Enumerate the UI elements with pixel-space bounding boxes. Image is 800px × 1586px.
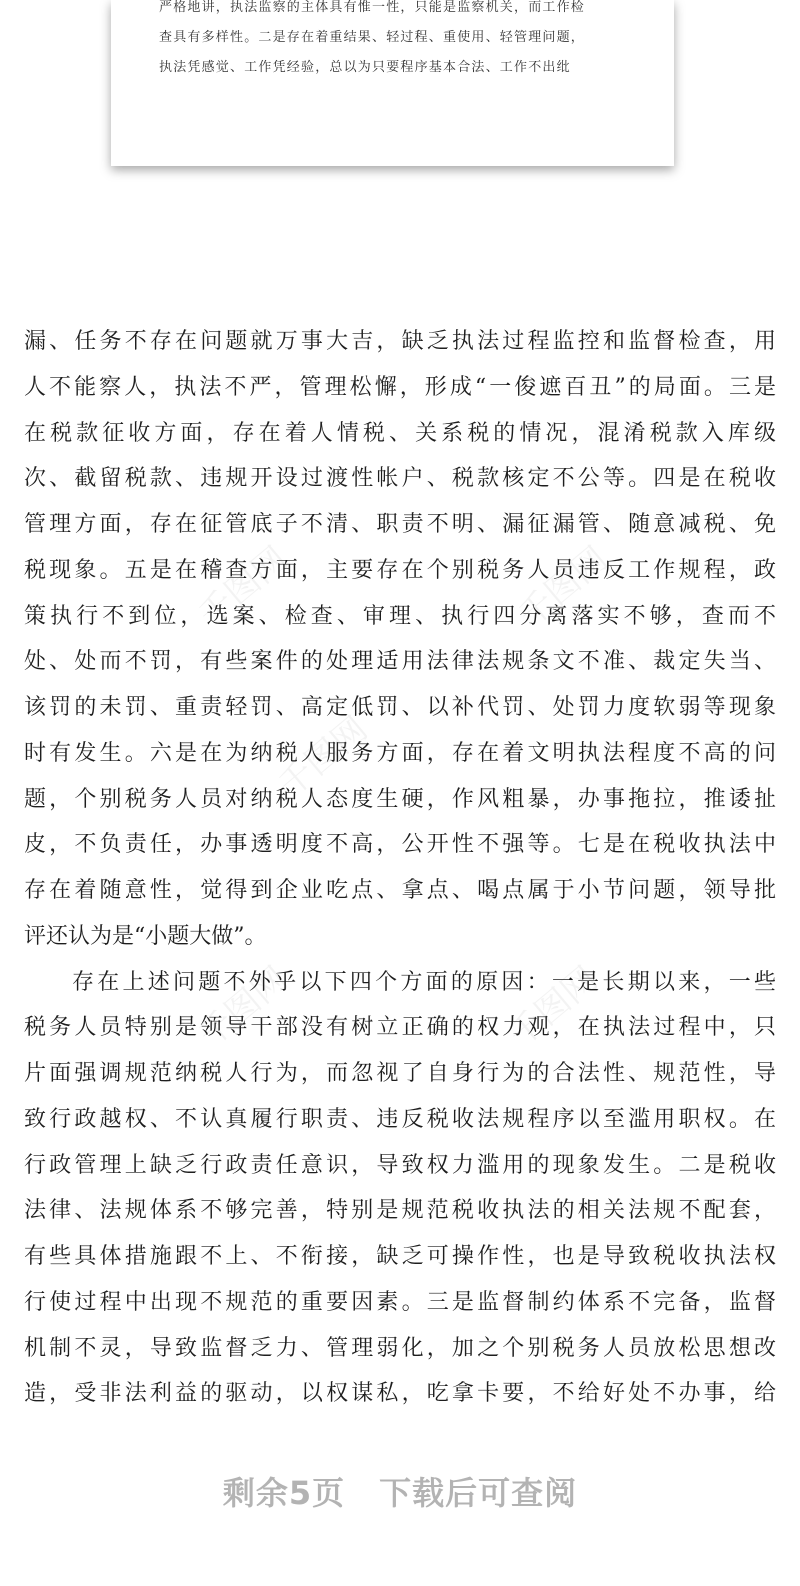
- watermark: 千图网: [501, 959, 606, 1056]
- paragraph-start-line: 存在上述问题不外乎以下四个方面的原因：一是长期以来，一些: [72, 970, 776, 995]
- text-line: 税务人员特别是领导干部没有树立正确的权力观，在执法过程中，只: [24, 1015, 776, 1040]
- text-line: 机制不灵，导致监督乏力、管理弱化，加之个别税务人员放松思想改: [24, 1336, 776, 1361]
- text-line: 致行政越权、不认真履行职责、违反税收法规程序以至滥用职权。在: [24, 1107, 776, 1132]
- text-line: 存在着随意性，觉得到企业吃点、拿点、喝点属于小节问题，领导批: [24, 878, 776, 903]
- text-line: 次、截留税款、违规开设过渡性帐户、税款核定不公等。四是在税收: [24, 466, 776, 491]
- text-line: 片面强调规范纳税人行为，而忽视了自身行为的合法性、规范性，导: [24, 1061, 776, 1086]
- text-line: 时有发生。六是在为纳税人服务方面，存在着文明执法程度不高的问: [24, 741, 776, 766]
- text-line: 有些具体措施跟不上、不衔接，缺乏可操作性，也是导致税收执法权: [24, 1244, 776, 1269]
- text-line: 法律、法规体系不够完善，特别是规范税收执法的相关法规不配套，: [24, 1198, 776, 1223]
- text-line: 漏、任务不存在问题就万事大吉，缺乏执法过程监控和监督检查，用: [24, 329, 776, 354]
- text-line: 管理方面，存在征管底子不清、职责不明、漏征漏管、随意减税、免: [24, 512, 776, 537]
- text-line: 行使过程中出现不规范的重要因素。三是监督制约体系不完备，监督: [24, 1290, 776, 1315]
- text-line: 评还认为是“小题大做”。: [24, 924, 267, 949]
- remaining-pages-count: 剩余5页: [222, 1474, 346, 1512]
- text-line: 策执行不到位，选案、检查、审理、执行四分离落实不够，查而不: [24, 604, 776, 629]
- preview-line: 严格地讲，执法监察的主体具有惟一性，只能是监察机关，而工作检: [159, 0, 586, 15]
- watermark: 千图网: [271, 709, 376, 806]
- text-line: 题，个别税务人员对纳税人态度生硬，作风粗暴，办事拖拉，推诿扯: [24, 787, 776, 812]
- remaining-pages-notice[interactable]: [0, 1468, 800, 1514]
- watermark: 千图网: [511, 539, 616, 636]
- download-to-read-label: 下载后可查阅: [379, 1474, 578, 1512]
- preview-line: 执法凭感觉、工作凭经验，总以为只要程序基本合法、工作不出纰: [159, 60, 571, 75]
- watermark: 千图网: [191, 959, 296, 1056]
- text-line: 税现象。五是在稽查方面，主要存在个别税务人员违反工作规程，政: [24, 558, 776, 583]
- preview-line: 查具有多样性。二是存在着重结果、轻过程、重使用、轻管理问题，: [159, 30, 586, 45]
- text-line: 在税款征收方面，存在着人情税、关系税的情况，混淆税款入库级: [24, 421, 776, 446]
- text-line: 造，受非法利益的驱动，以权谋私，吃拿卡要，不给好处不办事，给: [24, 1381, 776, 1406]
- text-line: 皮，不负责任，办事透明度不高，公开性不强等。七是在税收执法中: [24, 832, 776, 857]
- preview-page-card: [111, 0, 674, 166]
- watermark: 千图网: [191, 539, 296, 636]
- text-line: 行政管理上缺乏行政责任意识，导致权力滥用的现象发生。二是税收: [24, 1153, 776, 1178]
- text-line: 该罚的未罚、重责轻罚、高定低罚、以补代罚、处罚力度软弱等现象: [24, 695, 776, 720]
- text-line: 人不能察人，执法不严，管理松懈，形成“一俊遮百丑”的局面。三是: [24, 375, 776, 400]
- text-line: 处、处而不罚，有些案件的处理适用法律法规条文不准、裁定失当、: [24, 649, 776, 674]
